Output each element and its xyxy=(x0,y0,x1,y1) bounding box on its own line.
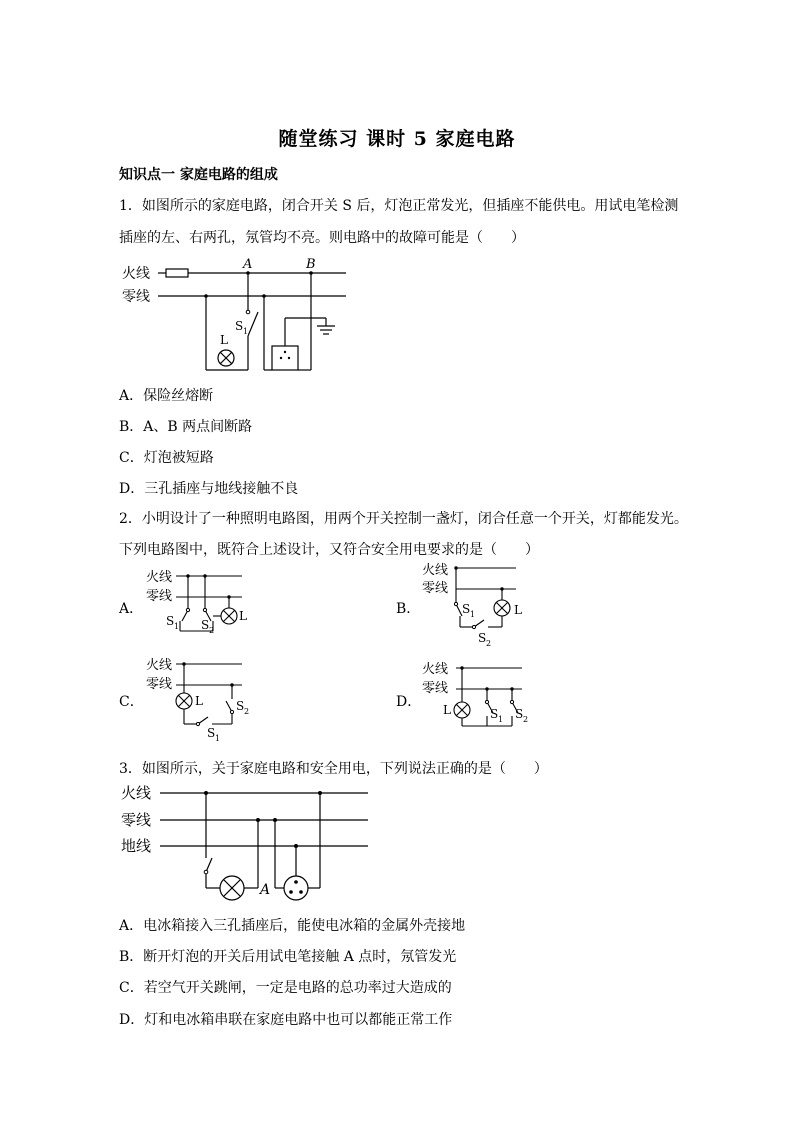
q2b-s2: S xyxy=(478,631,487,645)
q2b-s2-sub: 2 xyxy=(486,639,492,648)
q2d-live-label: 火线 xyxy=(422,662,449,677)
q1-switch-sub: 1 xyxy=(243,327,249,336)
q2c-s1-sub: 1 xyxy=(215,734,221,743)
page-title: 随堂练习 课时 5 家庭电路 xyxy=(278,128,516,150)
section-heading: 知识点一 家庭电路的组成 xyxy=(119,167,278,183)
q2b-s1-sub: 1 xyxy=(470,610,476,619)
q2-option-d[interactable]: D． xyxy=(396,694,422,710)
q2a-live-label: 火线 xyxy=(146,570,173,585)
q1-point-b: B xyxy=(306,257,316,272)
q2d-neutral-label: 零线 xyxy=(422,681,449,696)
q2d-s1: S xyxy=(490,707,499,721)
q1-neutral-label: 零线 xyxy=(122,289,150,305)
q2c-s1: S xyxy=(207,726,216,740)
q2b-neutral-label: 零线 xyxy=(422,581,449,596)
q1-lamp-label: L xyxy=(220,333,228,347)
q2-stem-line2: 下列电路图中，既符合上述设计，又符合安全用电要求的是（ ） xyxy=(119,542,539,558)
q2c-s2-sub: 2 xyxy=(244,707,250,716)
q2d-s2: S xyxy=(515,707,524,721)
q2-stem-line1: 2．小明设计了一种照明电路图，用两个开关控制一盏灯，闭合任意一个开关，灯都能发光。 xyxy=(119,511,688,527)
q2a-s1-sub: 1 xyxy=(174,622,180,631)
q2d-s2-sub: 2 xyxy=(523,715,529,724)
q3-option-c[interactable]: C．若空气开关跳闸，一定是电路的总功率过大造成的 xyxy=(119,980,452,996)
q2c-s2: S xyxy=(236,699,245,713)
q3-option-a[interactable]: A．电冰箱接入三孔插座后，能使电冰箱的金属外壳接地 xyxy=(119,918,466,934)
q3-live-label: 火线 xyxy=(121,784,152,802)
q1-option-c[interactable]: C．灯泡被短路 xyxy=(119,450,214,466)
q2d-s1-sub: 1 xyxy=(498,715,504,724)
q1-switch-label: S xyxy=(235,319,244,333)
q2b-lamp-label: L xyxy=(514,603,522,617)
q2-option-a[interactable]: A． xyxy=(119,601,144,617)
q3-point-a: A xyxy=(260,882,271,898)
q2d-lamp-label: L xyxy=(443,703,451,717)
q2a-s2-sub: 2 xyxy=(209,626,215,635)
q1-live-label: 火线 xyxy=(122,266,150,282)
q2a-s1: S xyxy=(166,614,175,628)
q3-ground-label: 地线 xyxy=(121,837,152,855)
q2-option-c[interactable]: C． xyxy=(119,694,144,710)
q1-stem-line1: 1．如图所示的家庭电路，闭合开关 S 后，灯泡正常发光，但插座不能供电。用试电笔检测 xyxy=(119,198,679,214)
q1-stem-line2: 插座的左、右两孔，氖管均不亮。则电路中的故障可能是（ ） xyxy=(119,230,525,246)
q2c-neutral-label: 零线 xyxy=(146,677,173,692)
q2a-s2: S xyxy=(201,618,210,632)
q1-point-a: A xyxy=(243,257,253,272)
q2c-live-label: 火线 xyxy=(146,658,173,673)
q3-option-b[interactable]: B．断开灯泡的开关后用试电笔接触 A 点时，氖管发光 xyxy=(119,949,457,965)
q2b-live-label: 火线 xyxy=(422,563,449,578)
q3-option-d[interactable]: D．灯和电冰箱串联在家庭电路中也可以都能正常工作 xyxy=(119,1012,453,1028)
q2a-lamp-label: L xyxy=(239,609,247,623)
q3-neutral-label: 零线 xyxy=(121,811,152,829)
q1-option-b[interactable]: B．A、B 两点间断路 xyxy=(119,419,253,435)
q2c-lamp-label: L xyxy=(195,694,203,708)
q2b-s1: S xyxy=(462,602,471,616)
q1-option-d[interactable]: D．三孔插座与地线接触不良 xyxy=(119,481,299,497)
q2-option-b[interactable]: B． xyxy=(396,601,421,617)
q1-option-a[interactable]: A．保险丝熔断 xyxy=(119,388,214,404)
q3-stem: 3．如图所示，关于家庭电路和安全用电，下列说法正确的是（ ） xyxy=(119,761,548,777)
q3-three-hole-socket xyxy=(284,876,308,900)
q2a-neutral-label: 零线 xyxy=(146,589,173,604)
